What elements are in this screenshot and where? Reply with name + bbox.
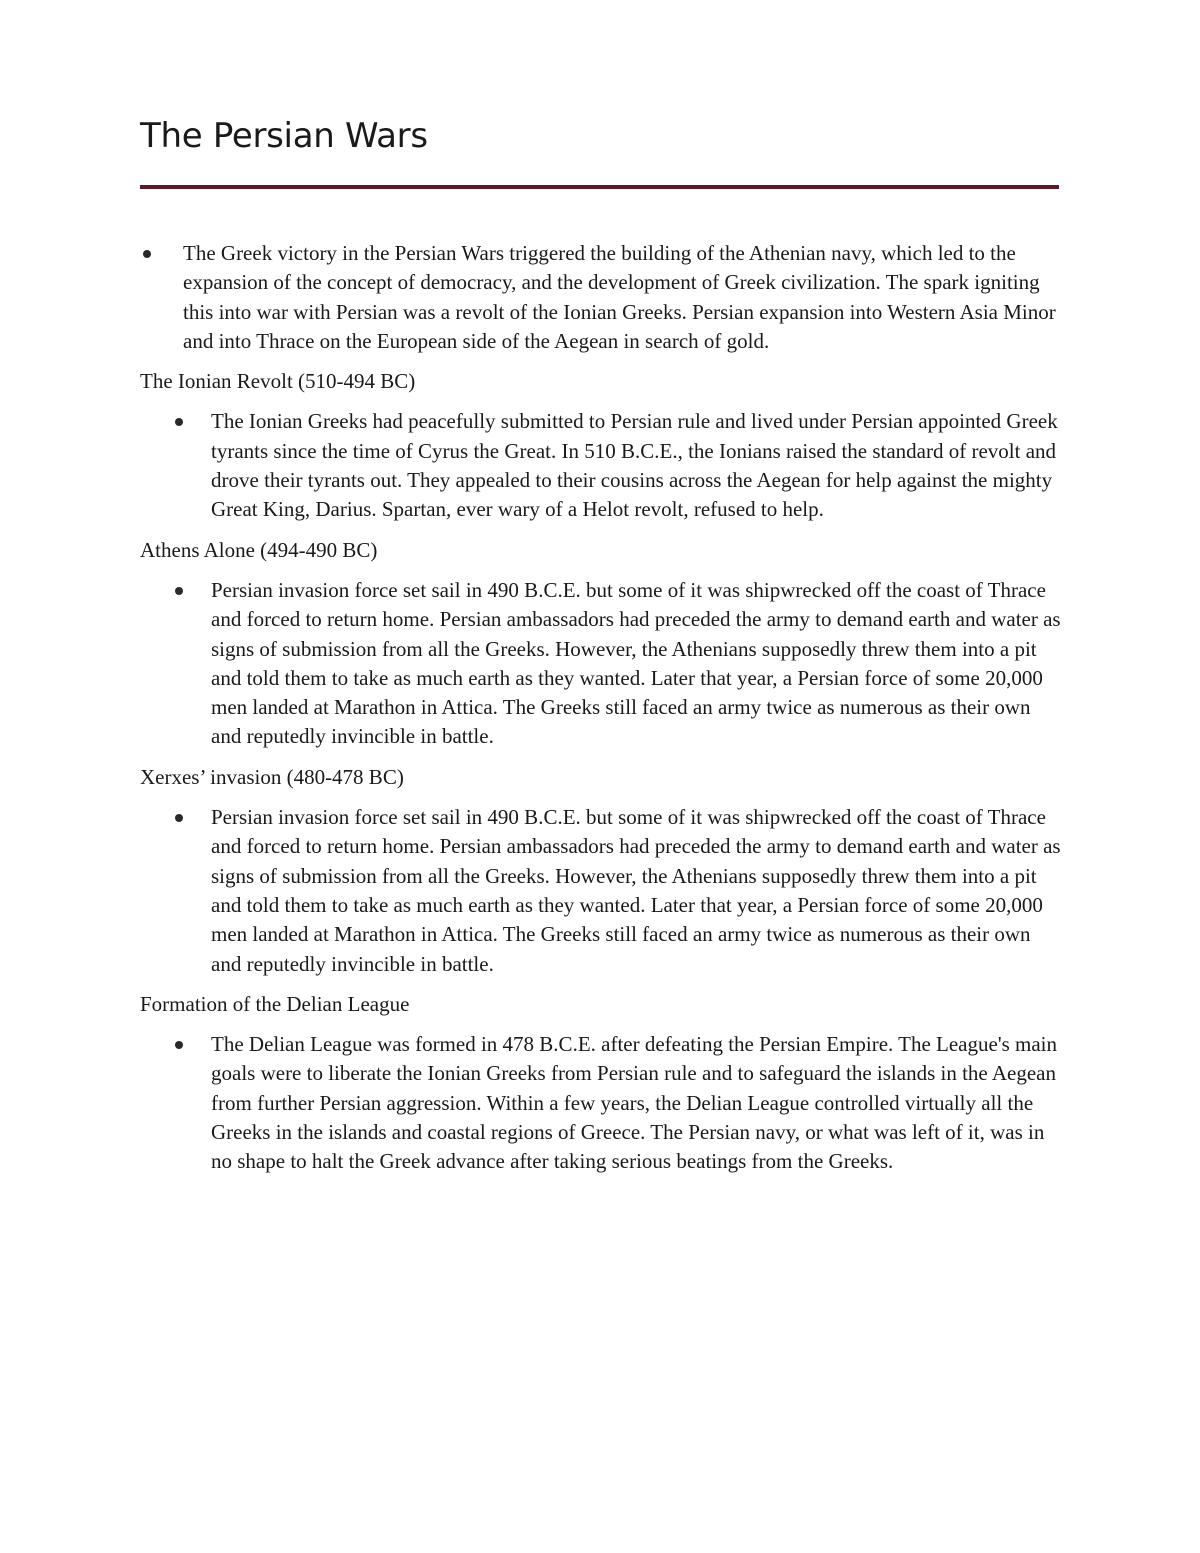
section-text: The Delian League was formed in 478 B.C.E. after defeating the Persian Empire. The League's main goals were to liberate the Ionian Greeks from Persian rule and to safeguard the islands in the Aegean from further Persian aggression. Within a few years, the Delian League controlled virtually all the Greeks in the islands and coastal regions of Greece. The Persian navy, or what was left of it, was in no shape to halt the Greek advance after taking serious beatings from the Greeks. (211, 1032, 1058, 1174)
document-body (140, 239, 1070, 1177)
title-underline-rule (140, 185, 1059, 189)
section-heading-ionian-revolt: The Ionian Revolt (510-494 BC) (140, 369, 416, 394)
section-heading-athens-alone: Athens Alone (494-490 BC) (140, 537, 378, 562)
intro-text: The Greek victory in the Persian Wars triggered the building of the Athenian navy, which led to the expansion of the concept of democracy, and the development of Greek civilization. The spark igniting this into war with Persian was a revolt of the Ionian Greeks. Persian expansion into Western Asia Minor and into Thrace on the European side of the Aegean in search of gold. (183, 241, 1056, 353)
page-title: The Persian Wars (140, 116, 428, 156)
bullet-icon (175, 1041, 183, 1049)
section-bullet-xerxes-invasion (140, 803, 1063, 979)
bullet-icon (143, 250, 151, 258)
intro-bullet (140, 239, 1063, 356)
section-text: Persian invasion force set sail in 490 B.C.E. but some of it was shipwrecked off the coast of Thrace and forced to return home. Persian ambassadors had preceded the army to demand earth and water as signs of submission from all the Greeks. However, the Athenians supposedly threw them into a pit and told them to take as much earth as they wanted. Later that year, a Persian force of some 20,000 men landed at Marathon in Attica. The Greeks still faced an army twice as numerous as their own and reputedly invincible in battle. (211, 577, 1061, 749)
section-text: The Ionian Greeks had peacefully submitted to Persian rule and lived under Persian appointed Greek tyrants since the time of Cyrus the Great. In 510 B.C.E., the Ionians raised the standard of revolt and drove their tyrants out. They appealed to their cousins across the Aegean for help against the mighty Great King, Darius. Spartan, ever wary of a Helot revolt, refused to help. (211, 409, 1058, 522)
bullet-icon (175, 587, 183, 595)
bullet-icon (175, 814, 183, 822)
bullet-icon (175, 418, 183, 426)
section-heading-xerxes-invasion: Xerxes’ invasion (480-478 BC) (140, 764, 404, 789)
section-bullet-athens-alone (140, 576, 1063, 752)
section-text: Persian invasion force set sail in 490 B.C.E. but some of it was shipwrecked off the coast of Thrace and forced to return home. Persian ambassadors had preceded the army to demand earth and water as signs of submission from all the Greeks. However, the Athenians supposedly threw them into a pit and told them to take as much earth as they wanted. Later that year, a Persian force of some 20,000 men landed at Marathon in Attica. The Greeks still faced an army twice as numerous as their own and reputedly invincible in battle. (211, 805, 1061, 976)
section-bullet-delian-league (140, 1030, 1063, 1176)
section-heading-delian-league: Formation of the Delian League (140, 991, 410, 1016)
section-bullet-ionian-revolt (140, 407, 1063, 524)
